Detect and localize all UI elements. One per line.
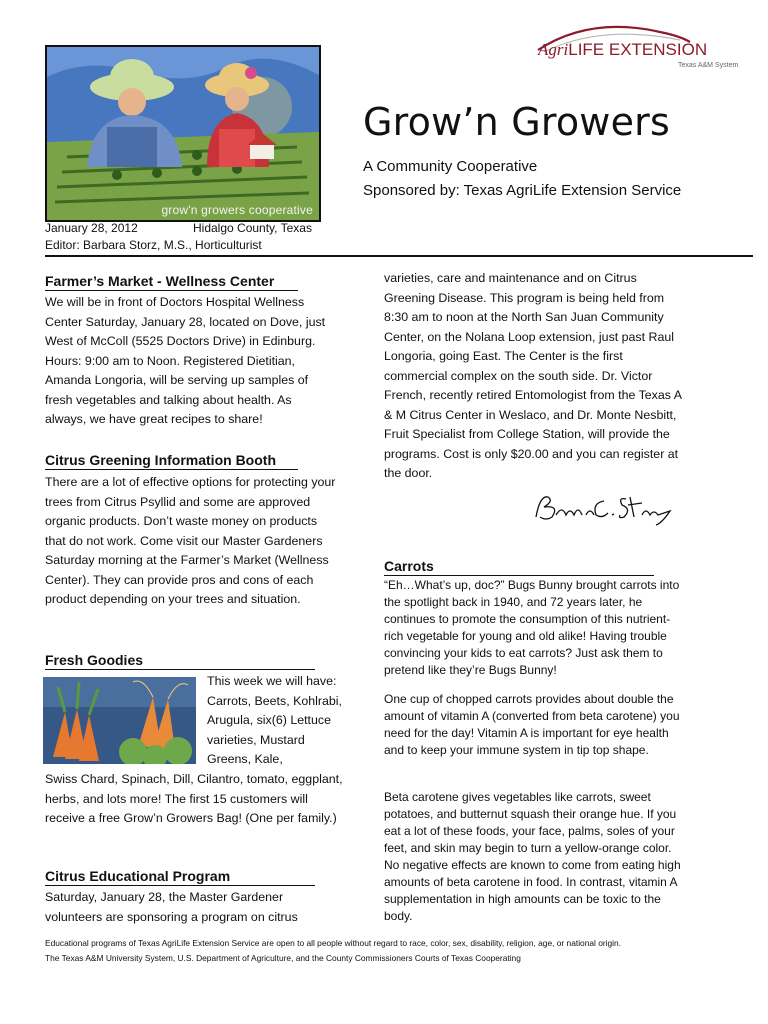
masthead-illustration — [45, 45, 321, 222]
editor-credit: Editor: Barbara Storz, M.S., Horticulturist — [45, 238, 262, 252]
nondiscrimination-statement: Educational programs of Texas AgriLife Extension Service are open to all people without regard to race, color, sex, disability, religion, age, or national origin. — [45, 938, 622, 948]
logo-wordmark: AgriLIFE EXTENSION — [538, 40, 708, 59]
farmers-market-body: We will be in front of Doctors Hospital Wellness Center Saturday, January 28, located on Dove, just West of McColl (5525 Doctors Drive) in Edinburg. Hours: 9:00 am to Noon. Registered Dietitian, Amanda Longoria, will be serving up samples of fresh vegetables and talking about health. As always, we have great recipes to share! — [45, 295, 326, 426]
issue-location: Hidalgo County, Texas — [193, 221, 312, 235]
citrus-booth-body: There are a lot of effective options for protecting your trees from Citrus Psyllid and some are approved organic products. Don’t waste money on products that do not work. Come visit our Master Gardeners Saturday morning at the Farmer’s Market (Wellness Center). They can provide pros and cons of each product depending on your trees and situation. — [45, 475, 336, 606]
agrilife-extension-logo — [530, 22, 740, 74]
issue-date: January 28, 2012 — [45, 221, 138, 235]
carrots-paragraph-1: “Eh…What’s up, doc?” Bugs Bunny brought carrots into the spotlight back in 1940, and 72 years later, he continues to promote the consumption of this nutrient-rich vegetable for young and old alike! Having trouble convincing your kids to eat carrots? Just ask them to pretend like they’re Bugs Bunny! — [384, 578, 680, 677]
illustration-caption: grow'n growers cooperative — [161, 203, 313, 217]
citrus-program-body: Saturday, January 28, the Master Gardener volunteers are sponsoring a program on citrus — [45, 890, 298, 924]
newsletter-subtitle: A Community Cooperative — [363, 158, 538, 175]
farmers-market-heading: Farmer’s Market - Wellness Center — [45, 273, 298, 291]
carrots-paragraph-2: One cup of chopped carrots provides about double the amount of vitamin A (converted from beta carotene) you need for the day! Vitamin A is important for eye health and to keep your immune system in tip top shape. — [384, 692, 680, 757]
sponsor-line: Sponsored by: Texas AgriLife Extension Service — [363, 182, 682, 199]
issue-date-line — [45, 221, 320, 235]
cooperating-statement: The Texas A&M University System, U.S. Department of Agriculture, and the County Commissioners Courts of Texas Cooperating — [45, 953, 521, 963]
citrus-booth-heading: Citrus Greening Information Booth — [45, 452, 298, 470]
newsletter-title: Grow’n Growers — [363, 100, 670, 144]
fresh-goodies-body-wrap: This week we will have: Carrots, Beets, Kohlrabi, Arugula, six(6) Lettuce varieties, Mustard Greens, Kale, — [207, 674, 342, 766]
vegetables-photo — [43, 677, 196, 764]
editor-signature — [530, 487, 680, 527]
citrus-program-heading: Citrus Educational Program — [45, 868, 315, 886]
header-divider — [45, 255, 753, 257]
fresh-goodies-body: Swiss Chard, Spinach, Dill, Cilantro, tomato, eggplant, herbs, and lots more! The first 15 customers will receive a free Grow’n Growers Bag! (One per family.) — [45, 772, 343, 825]
fresh-goodies-heading: Fresh Goodies — [45, 652, 315, 670]
carrots-paragraph-3: Beta carotene gives vegetables like carrots, sweet potatoes, and butternut squash their orange hue. If you eat a lot of these foods, your face, palms, soles of your feet, and skin may begin to turn a yellow-orange color. No negative effects are known to come from eating high amounts of beta carotene in food. In contrast, vitamin A supplementation in high amounts can be toxic to the body. — [384, 790, 681, 923]
logo-system: Texas A&M System — [678, 62, 739, 69]
citrus-program-continued: varieties, care and maintenance and on Citrus Greening Disease. This program is being held from 8:30 am to noon at the North San Juan Community Center, on the Nolana Loop extension, just past Raul Longoria, going East. The Center is the first commercial complex on the south side. Dr. Victor French, recently retired Entomologist from the Texas A & M Citrus Center in Weslaco, and Dr. Monte Nesbitt, Fruit Specialist from College Station, will provide the programs. Cost is only $20.00 and you can register at the door. — [384, 271, 682, 480]
carrots-heading: Carrots — [384, 558, 654, 576]
